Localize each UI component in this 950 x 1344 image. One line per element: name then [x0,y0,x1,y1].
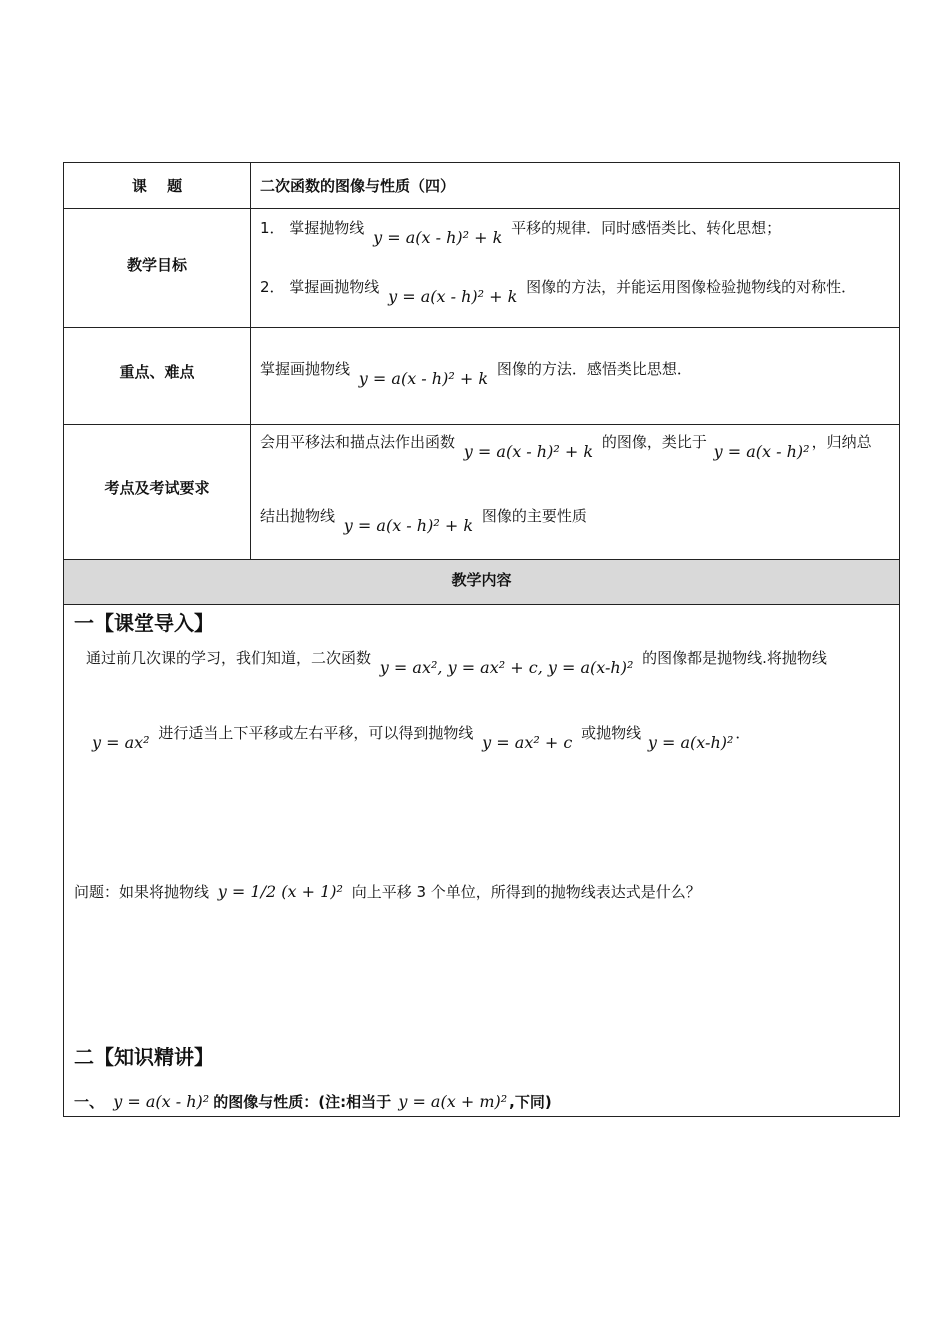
section-1-title: 一【课堂导入】 [74,611,214,635]
key-points-prefix: 掌握画抛物线 [260,360,351,378]
exam-line1-formula2 [714,442,810,461]
topic-label: 课 题 [131,177,183,195]
intro-p1-suffix: 的图像都是抛物线.将抛物线 [642,649,827,667]
intro-p2-formula2 [482,733,572,752]
formula-text: y = ax², y = ax² + c, y = a(x-h)² [379,658,634,677]
formula-text: y = a(x - h)² [713,442,810,461]
question-prefix: 问题：如果将抛物线 [74,883,210,901]
objective-2-formula [388,287,517,306]
exam-line2-prefix: 结出抛物线 [260,507,336,525]
row-divider [64,604,899,605]
intro-p2-formula3 [648,733,734,752]
exam-line1-suffix: ，归纳总 [811,433,872,451]
objective-2-suffix: 图像的方法，并能运用图像检验抛物线的对称性． [526,278,857,296]
exam-line1-mid: 的图像，类比于 [601,433,707,451]
objective-1-prefix: 1． 掌握抛物线 [260,219,365,237]
content-header: 教学内容 [451,571,512,589]
lesson-table [63,162,900,1117]
objective-2-prefix: 2． 掌握画抛物线 [260,278,380,296]
formula-text: y = a(x - h)² + k [463,442,594,461]
key-points-label: 重点、难点 [119,363,195,381]
key-points-text [260,358,692,388]
formula-text: y = ax² [92,733,150,752]
objective-item-2 [260,276,857,306]
formula-text: y = a(x - h)² + k [373,228,503,247]
intro-p2-mid: 进行适当上下平移或左右平移，可以得到抛物线 [158,724,474,742]
question-suffix: 向上平移 3 个单位，所得到的抛物线表达式是什么？ [351,883,701,901]
intro-paragraph-line-1 [86,647,827,677]
formula-text: y = 1/2 (x + 1)² [217,882,343,901]
question-line [74,881,701,902]
objective-item-1 [260,217,782,247]
subsection-heading [74,1091,552,1112]
subsection-suffix: ,下同) [509,1093,552,1111]
key-points-suffix: 图像的方法．感悟类比思想． [496,360,692,378]
exam-line2-suffix: 图像的主要性质 [481,507,587,525]
intro-p2-formula1 [92,733,150,752]
intro-p2-mid2: 或抛物线 [581,724,642,742]
exam-line-2 [260,505,587,535]
intro-paragraph-line-2 [92,722,751,752]
row-divider [64,208,899,209]
section-2-title: 二【知识精讲】 [74,1045,214,1069]
formula-text: y = ax² + c [482,733,573,752]
objectives-label: 教学目标 [126,256,187,274]
formula-text: y = a(x - h)² + k [388,287,518,306]
formula-text: y = a(x + m)² [398,1092,508,1111]
topic-value: 二次函数的图像与性质（四） [260,177,456,195]
question-formula [218,882,343,901]
exam-label: 考点及考试要求 [104,479,210,497]
subsection-prefix: 一、 [74,1093,105,1111]
key-points-formula [359,369,488,388]
exam-line1-formula [464,442,593,461]
intro-p1-prefix: 通过前几次课的学习，我们知道，二次函数 [86,649,372,667]
exam-line2-formula [344,516,473,535]
row-divider [64,424,899,425]
objective-1-formula [373,228,502,247]
objective-1-suffix: 平移的规律．同时感悟类比、转化思想； [511,219,782,237]
subsection-mid: 的图像与性质：(注:相当于 [213,1093,392,1111]
intro-p1-formula [380,658,634,677]
subsection-formula2 [398,1092,507,1111]
exam-line-1 [260,431,872,461]
formula-text: y = a(x - h)² + k [358,369,489,388]
column-divider [250,163,251,559]
subsection-formula [113,1092,209,1111]
row-divider [64,327,899,328]
formula-text: y = a(x-h)² [647,733,734,752]
row-divider [64,559,899,560]
intro-p2-end: ． [735,724,751,742]
formula-text: y = a(x - h)² [113,1092,210,1111]
exam-line1-prefix: 会用平移法和描点法作出函数 [260,433,456,451]
formula-text: y = a(x - h)² + k [343,516,474,535]
